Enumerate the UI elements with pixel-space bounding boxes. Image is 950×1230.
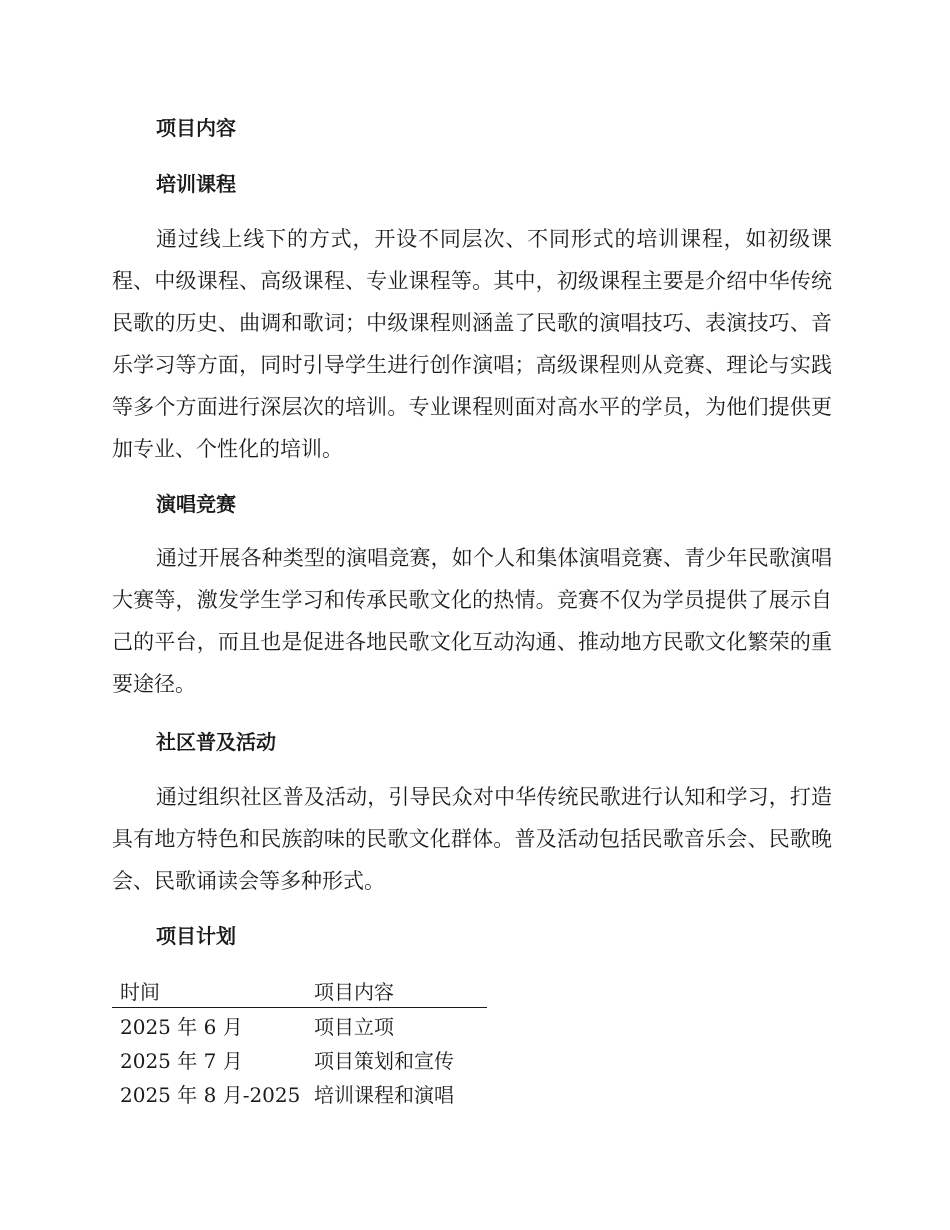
paragraph-competition: 通过开展各种类型的演唱竞赛，如个人和集体演唱竞赛、青少年民歌演唱大赛等，激发学生学习和传承民歌文化的热情。竞赛不仅为学员提供了展示自己的平台，而且也是促进各地民歌文化互动沟通、推动地方民歌文化繁荣的重要途径。 — [112, 546, 832, 696]
section-heading-plan: 项目计划 — [156, 924, 236, 948]
table-header-content: 项目内容 — [306, 974, 487, 1008]
section-heading-community: 社区普及活动 — [156, 730, 276, 754]
table-cell-content: 项目策划和宣传 — [314, 1048, 454, 1073]
table-cell-content: 培训课程和演唱 — [314, 1082, 454, 1107]
table-cell-content: 项目立项 — [314, 1014, 394, 1039]
table-cell-time: 2025 年 6 月 — [120, 1014, 243, 1039]
paragraph-community: 通过组织社区普及活动，引导民众对中华传统民歌进行认知和学习，打造具有地方特色和民族韵味的民歌文化群体。普及活动包括民歌音乐会、民歌晚会、民歌诵读会等多种形式。 — [112, 785, 832, 893]
section-heading-competition: 演唱竞赛 — [156, 492, 236, 516]
project-plan-table — [112, 974, 487, 1110]
table-cell-time: 2025 年 8 月-2025 — [120, 1082, 301, 1107]
table-header-time: 时间 — [112, 974, 306, 1008]
table-row — [112, 1008, 487, 1043]
section-heading-project-content: 项目内容 — [156, 116, 236, 140]
table-cell-time: 2025 年 7 月 — [120, 1048, 243, 1073]
section-heading-training: 培训课程 — [156, 172, 236, 196]
table-row — [112, 1042, 487, 1076]
table-header-row — [112, 974, 487, 1008]
paragraph-training: 通过线上线下的方式，开设不同层次、不同形式的培训课程，如初级课程、中级课程、高级课程、专业课程等。其中，初级课程主要是介绍中华传统民歌的历史、曲调和歌词；中级课程则涵盖了民歌的演唱技巧、表演技巧、音乐学习等方面，同时引导学生进行创作演唱；高级课程则从竞赛、理论与实践等多个方面进行深层次的培训。专业课程则面对高水平的学员，为他们提供更加专业、个性化的培训。 — [112, 227, 832, 461]
table-row — [112, 1076, 487, 1110]
